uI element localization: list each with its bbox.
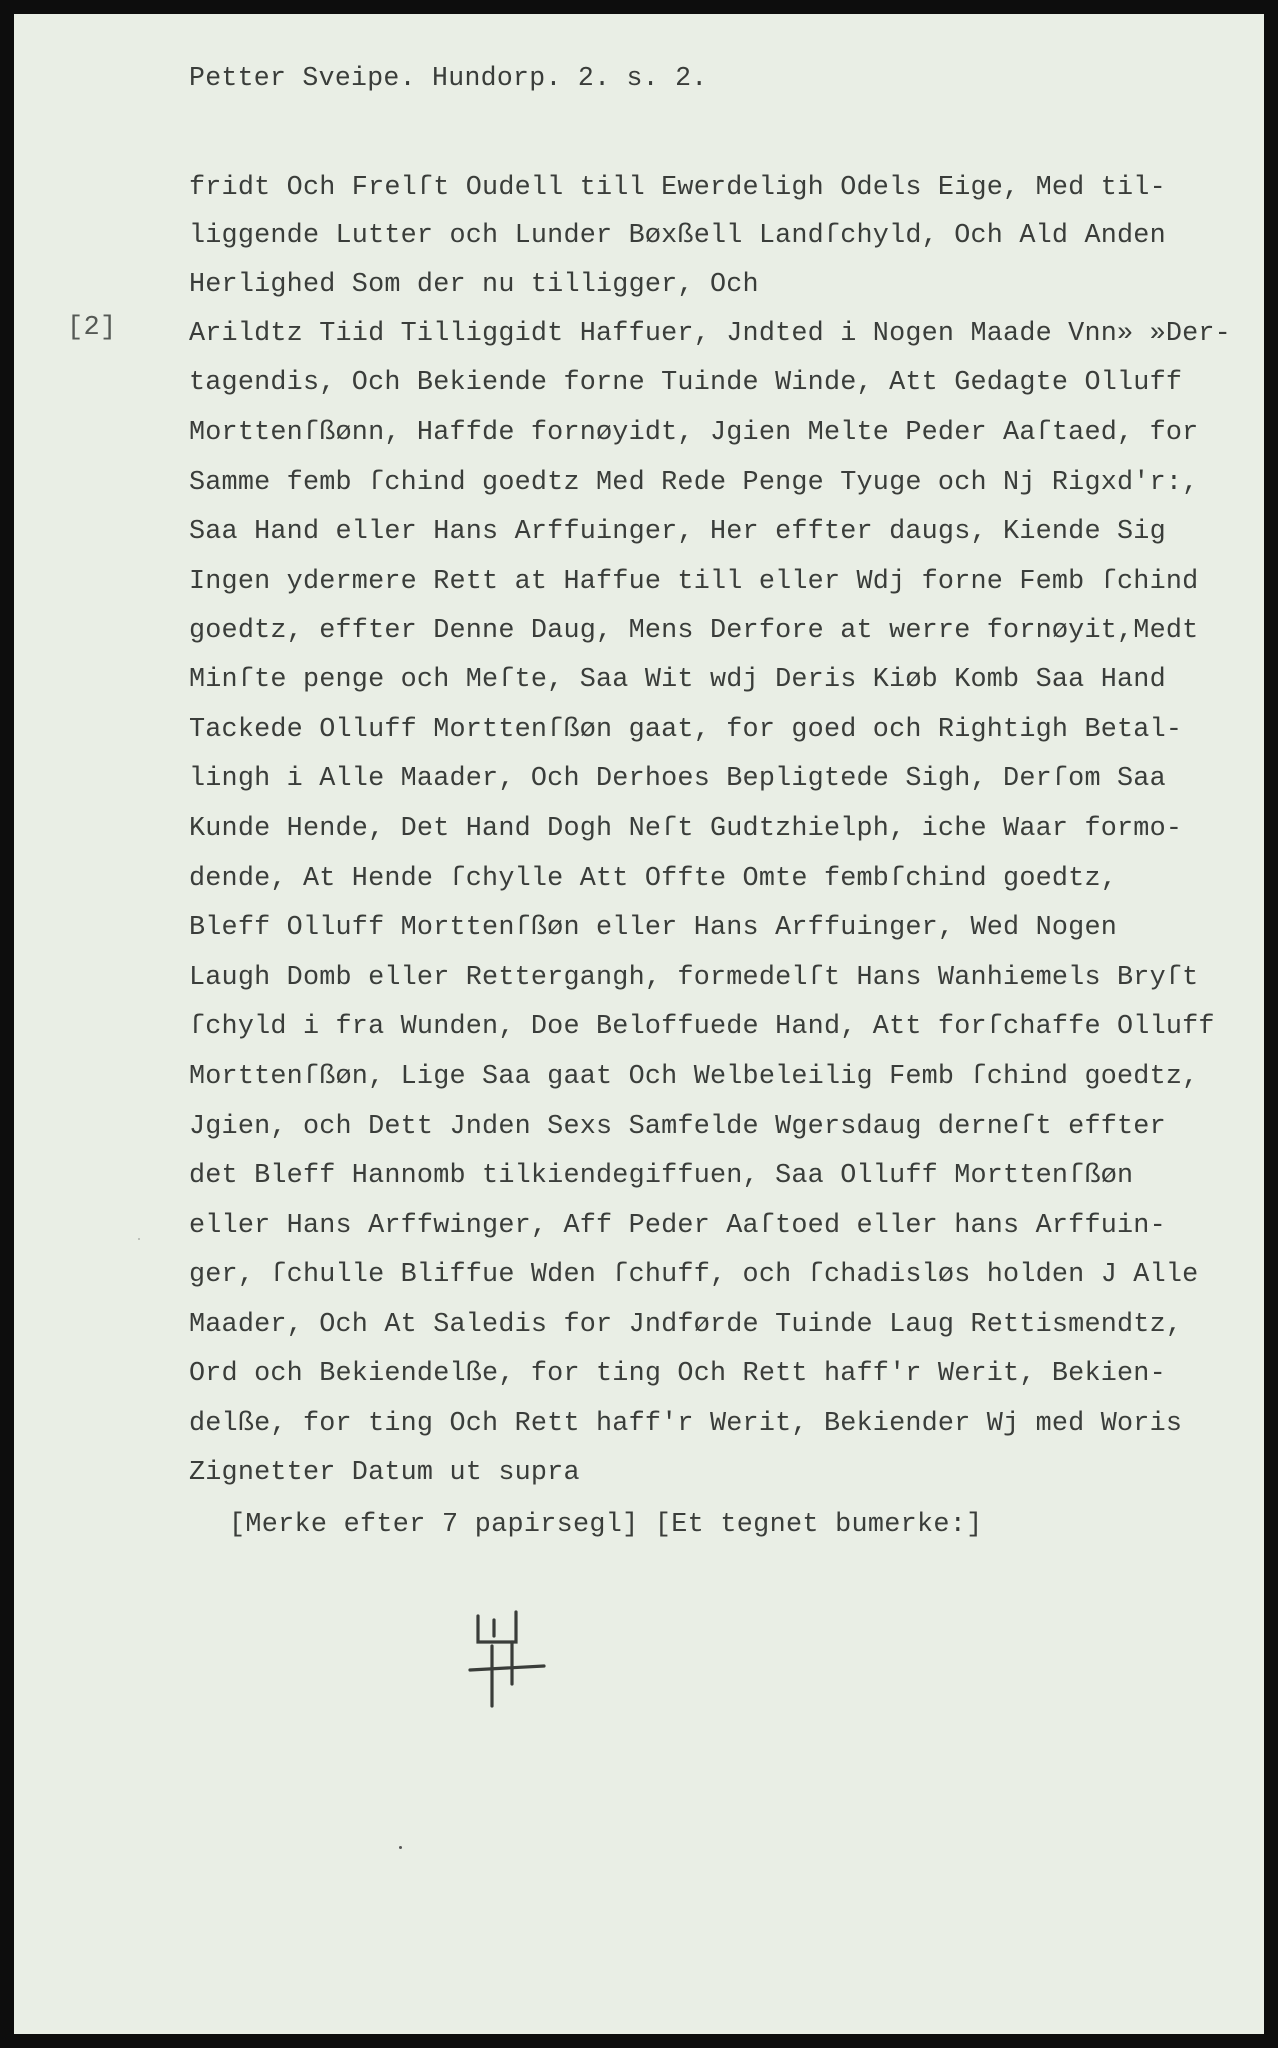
text-line: Morttenſßønn, Haffde fornøyidt, Jgien Melte Peder Aaſtaed, for — [189, 418, 1199, 448]
closing-note: [Merke efter 7 papirsegl] [Et tegnet bumerke:] — [229, 1510, 983, 1540]
house-mark-drawing — [466, 1606, 586, 1716]
text-line: det Bleff Hannomb tilkiendegiffuen, Saa Olluff Morttenſßøn — [189, 1161, 1134, 1191]
document-header: Petter Sveipe. Hundorp. 2. s. 2. — [189, 63, 708, 93]
text-line: fridt Och Frelſt Oudell till Ewerdeligh Odels Eige, Med til- — [189, 173, 1166, 203]
margin-note: [2] — [67, 313, 117, 343]
paper-speck — [138, 1238, 140, 1240]
text-line: Kunde Hende, Det Hand Dogh Neſt Gudtzhielph, iche Waar formo- — [189, 814, 1183, 844]
text-line: lingh i Alle Maader, Och Derhoes Bepligtede Sigh, Derſom Saa — [189, 764, 1166, 794]
text-line: tagendis, Och Bekiende forne Tuinde Winde, Att Gedagte Olluff — [189, 368, 1183, 398]
text-line: liggende Lutter och Lunder Bøxßell Landſchyld, Och Ald Anden — [189, 221, 1166, 251]
text-line: ger, ſchulle Bliffue Wden ſchuff, och ſchadisløs holden J Alle — [189, 1260, 1199, 1290]
text-line: eller Hans Arffwinger, Aff Peder Aaſtoed eller hans Arffuin- — [189, 1211, 1166, 1241]
text-line: dende, At Hende ſchylle Att Offte Omte fembſchind goedtz, — [189, 864, 1118, 894]
text-line: Bleff Olluff Morttenſßøn eller Hans Arffuinger, Wed Nogen — [189, 913, 1118, 943]
text-line: Morttenſßøn, Lige Saa gaat Och Welbeleilig Femb ſchind goedtz, — [189, 1062, 1199, 1092]
text-line: Ord och Bekiendelße, for ting Och Rett haff'r Werit, Bekien- — [189, 1359, 1166, 1389]
text-line: Samme femb ſchind goedtz Med Rede Penge Tyuge och Nj Rigxd'r:, — [189, 468, 1199, 498]
text-line: Maader, Och At Saledis for Jndførde Tuinde Laug Rettismendtz, — [189, 1310, 1183, 1340]
text-line: Saa Hand eller Hans Arffuinger, Her effter daugs, Kiende Sig — [189, 517, 1166, 547]
text-line: goedtz, effter Denne Daug, Mens Derfore at werre fornøyit,Medt — [189, 616, 1199, 646]
text-line: delße, for ting Och Rett haff'r Werit, Bekiender Wj med Woris — [189, 1409, 1183, 1439]
text-line: Minſte penge och Meſte, Saa Wit wdj Deris Kiøb Komb Saa Hand — [189, 665, 1166, 695]
text-line: Ingen ydermere Rett at Haffue till eller Wdj forne Femb ſchind — [189, 567, 1199, 597]
text-line: Arildtz Tiid Tilliggidt Haffuer, Jndted i Nogen Maade Vnn» »Der- — [189, 319, 1231, 349]
paper-speck — [399, 1846, 402, 1849]
text-line: Zignetter Datum ut supra — [189, 1458, 580, 1488]
text-line: Jgien, och Dett Jnden Sexs Samfelde Wgersdaug derneſt effter — [189, 1112, 1166, 1142]
document-page — [14, 14, 1264, 2034]
text-line: Laugh Domb eller Rettergangh, formedelſt Hans Wanhiemels Bryſt — [189, 963, 1199, 993]
text-line: Tackede Olluff Morttenſßøn gaat, for goed och Rightigh Betal- — [189, 715, 1183, 745]
text-line: Herlighed Som der nu tilligger, Och — [189, 270, 759, 300]
text-line: ſchyld i fra Wunden, Doe Beloffuede Hand, Att forſchaffe Olluff — [189, 1012, 1215, 1042]
